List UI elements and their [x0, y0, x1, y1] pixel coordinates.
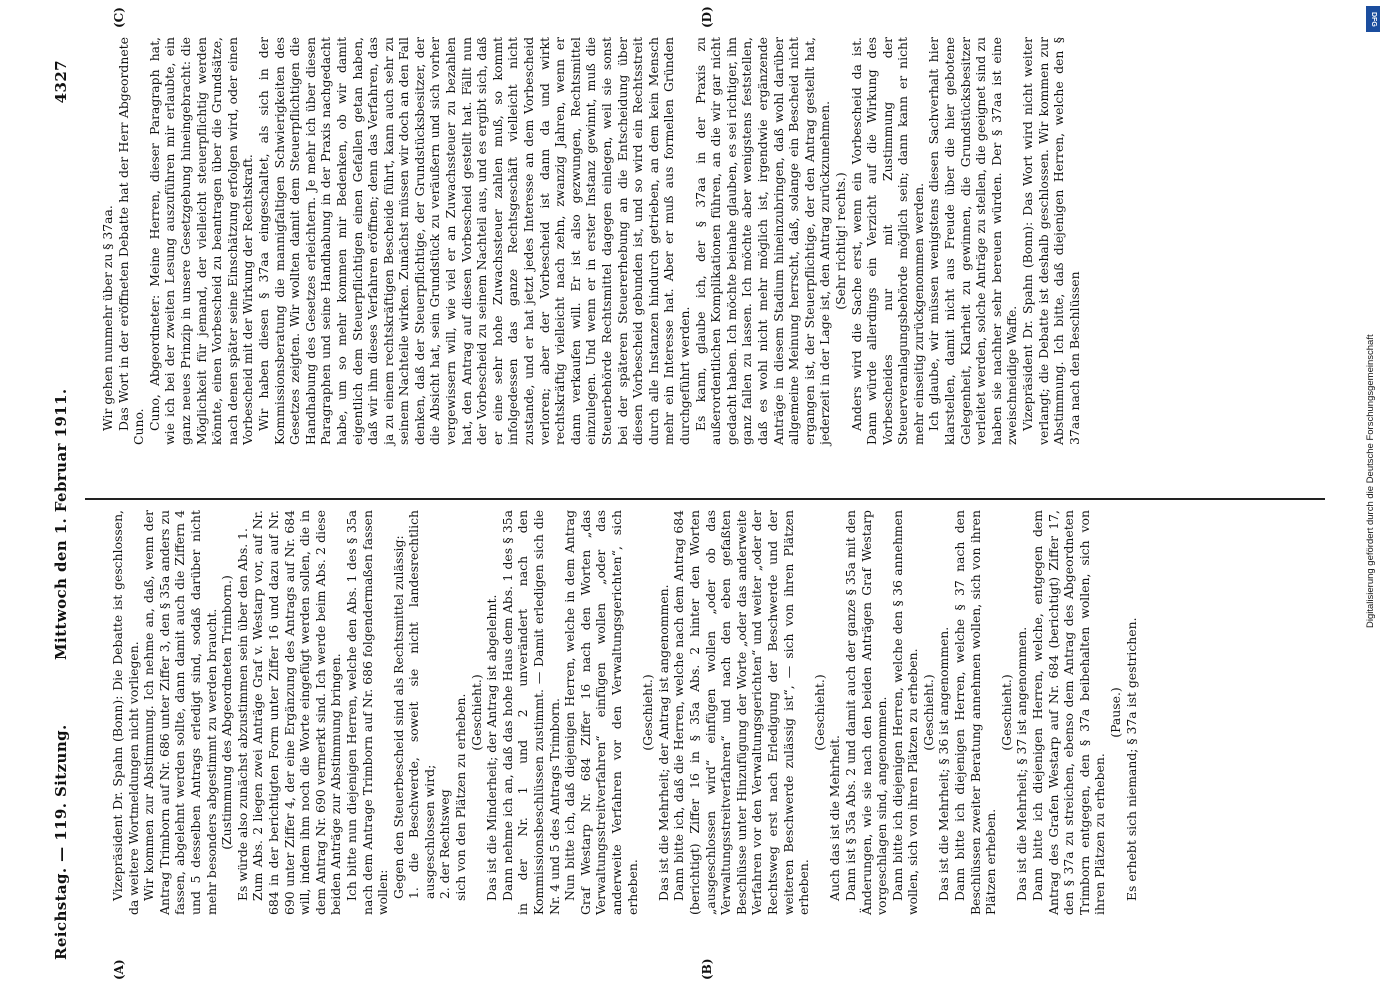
- marker-a: (A): [112, 959, 126, 980]
- paragraph: Das Wort in der eröffneten Debatte hat der Herr Abgeordnete Cuno.: [115, 37, 147, 445]
- paragraph: (Geschieht.): [811, 674, 827, 751]
- paragraph: Dann bitte ich diejenigen Herren, welche § 37 nach den Beschlüssen zweiter Beratung annehmen wollen, sich von ihren Plätzen erheben.: [952, 510, 999, 915]
- paragraph: Auch das ist die Mehrheit.: [827, 735, 843, 901]
- marker-d: (D): [700, 6, 714, 28]
- paragraph: Wir haben diesen § 37aa eingeschaltet, als sich in der Kommissionsberatung die mannigfaltigen Schwierigkeiten des Gesetzes zeigten. Wir wollten damit dem Steuerpflichtigen die Handhabung des Gesetzes erleichtern. Je mehr ich über diesen Paragraphen und seine Handhabung in der Praxis nachgedacht habe, um so mehr kommen mir Bedenken, ob wir damit eigentlich dem Steuerpflichtigen einen Gefallen getan haben, daß wir ihm dieses Verfahren eröffnen; denn das Verfahren, das ja zu einem rechtskräftigen Bescheide führt, kann auch sehr zu seinem Nachteile wirken. Zunächst müssen wir doch an den Fall denken, daß der Steuerpflichtige, der Grundstücksbesitzer, der die Absicht hat, sein Grundstück zu veräußern und sich vorher vergewissern will, wie viel er an Zuwachssteuer zu bezahlen hat, den Antrag auf diesen Vorbescheid gestellt hat. Fällt nun der Vorbescheid zu seinem Nachteil aus, und es ergibt sich, daß er eine sehr hohe Zuwachssteuer zahlen muß, so kommt infolgedessen das ganze Rechtsgeschäft vielleicht nicht zustande, und er hat jetzt jedes Interesse an dem Vorbescheid verloren; aber der Vorbescheid ist dann da und wirkt rechtskräftig vielleicht nach zehn, zwanzig Jahren, wenn er dann verkaufen will. Er ist also gezwungen, Rechtsmittel einzulegen. Und wenn er in erster Instanz gewinnt, muß die Steuerbehörde Rechtsmittel dagegen einlegen, weil sie sonst bei der späteren Steuererhebung an die Entscheidung über diesen Vorbescheid gebunden ist, und so wird ein Rechtsstreit durch alle Instanzen hindurch getrieben, an dem kein Mensch mehr ein Interesse hat. Aber er muß aus formellen Gründen durchgeführt werden.: [255, 37, 692, 445]
- paragraph: Ich bitte nun diejenigen Herren, welche den Abs. 1 des § 35a nach dem Antrage Trimborn auf Nr. 686 folgendermaßen fassen wollen:: [343, 510, 391, 915]
- paragraph: Das ist die Minderheit; der Antrag ist abgelehnt.: [484, 594, 500, 901]
- paragraph: Wir gehen nunmehr über zu § 37aa.: [100, 205, 115, 431]
- paragraph: 2. der Rechtsweg: [437, 789, 453, 899]
- paragraph: Vizepräsident Dr. Spahn (Bonn): Das Wort wird nicht weiter verlangt; die Debatte ist deshalb geschlossen. Wir kommen zur Abstimmung. Ich bitte, daß diejenigen Herren, welche den § 37aa nach den Beschlüssen: [1020, 37, 1082, 445]
- paragraph: Nun bitte ich, daß diejenigen Herren, welche in dem Antrag Graf Westarp Nr. 684 Ziffer 16 nach den Worten „das Verwaltungsstreitverfahren“ einfügen wollen „oder das anderweite Verfahren vor den Verwaltungsgerichten“, sich erheben.: [562, 510, 640, 915]
- header-middle: Mittwoch den 1. Februar 1911.: [52, 388, 70, 660]
- paragraph: Anders wird die Sache erst, wenn ein Vorbescheid da ist. Dann würde allerdings ein Verzicht auf die Wirkung des Vorbescheides nur mit Zustimmung der Steuerveranlagungsbehörde möglich sein; dann kann er nicht mehr einseitig zurückgenommen werden.: [848, 37, 926, 445]
- marker-b: (B): [700, 958, 714, 980]
- paragraph: Gegen den Steuerbescheid sind als Rechtsmittel zulässig:: [390, 535, 406, 899]
- left-column: [110, 510, 1139, 915]
- paragraph: (Zustimmung des Abgeordneten Trimborn.): [219, 575, 235, 850]
- paragraph: Es kann, glaube ich, der § 37aa in der Praxis zu außerordentlichen Komplikationen führen, an die wir gar nicht gedacht haben. Ich möchte beinahe glauben, es sei richtiger, ihn ganz fallen zu lassen. Ich möchte aber wenigstens feststellen, daß es wohl nicht mehr möglich ist, irgendwie ergänzende Anträge in diesem Stadium hineinzubringen, daß wohl darüber allgemeine Meinung herrscht, daß, solange ein Bescheid nicht ergangen ist, der Steuerpflichtige, der den Antrag gestellt hat, jederzeit in der Lage ist, den Antrag zurückzunehmen.: [692, 37, 833, 445]
- paragraph: (Geschieht.): [920, 674, 936, 751]
- page-number: 4327: [52, 60, 70, 104]
- column-divider: [85, 498, 1325, 500]
- marker-c: (C): [112, 7, 126, 28]
- paragraph: Zum Abs. 2 liegen zwei Anträge Graf v. Westarp vor, auf Nr. 684 in der berichtigten Form unter Ziffer 16 und dazu auf Nr. 690 unter Ziffer 4, der eine Ergänzung des Antrags auf Nr. 684 will, indem ihm noch die Worte eingefügt werden sollen, die in dem Antrag Nr. 690 vermerkt sind. Ich werde beim Abs. 2 diese beiden Anträge zur Abstimmung bringen.: [250, 510, 344, 915]
- paragraph: (Sehr richtig! rechts.): [832, 172, 848, 310]
- paragraph: Dann nehme ich an, daß das hohe Haus dem Abs. 1 des § 35a in der Nr. 1 und 2 unverändert nach den Kommissionsbeschlüssen zustimmt. — Damit erledigen sich die Nr. 4 und 5 des Antrags Trimborn.: [499, 510, 562, 915]
- paragraph: Vizepräsident Dr. Spahn (Bonn): Die Debatte ist geschlossen, da weitere Wortmeldungen nicht vorliegen.: [110, 510, 141, 915]
- paragraph: Wir kommen zur Abstimmung. Ich nehme an, daß, wenn der Antrag Trimborn auf Nr. 686 unter Ziffer 3, den § 35a anders zu fassen, abgelehnt werden sollte, dann damit auch die Ziffern 4 und 5 desselben Antrags erledigt sind, sodaß darüber nicht mehr besonders abgestimmt zu werden braucht.: [141, 510, 219, 915]
- credit-text: Digitalisierung gefördert durch die Deutsche Forschungsgemeinschaft: [1365, 334, 1376, 628]
- paragraph: 1. die Beschwerde, soweit sie nicht landesrechtlich ausgeschlossen wird;: [406, 510, 437, 899]
- header-left: Reichstag. — 119. Sitzung.: [52, 724, 70, 960]
- paragraph: Dann bitte ich, daß die Herren, welche nach dem Antrag 684 (berichtigt) Ziffer 16 in § 35a Abs. 2 hinter den Worten „ausgeschlossen wird“ einfügen wollen „oder ob das Verwaltungsstreitverfahren“ und nach den eben gefaßten Beschlüsse unter Hinzufügung der Worte „oder das anderweite Verfahren vor den Verwaltungsgerichten“ und weiter „oder der Rechtsweg erst nach Erledigung der Beschwerde und der weiteren Beschwerde zulässig ist“, — sich von ihren Plätzen erheben.: [671, 510, 812, 915]
- paragraph: Ich glaube, wir müssen wenigstens diesen Sachverhalt hier klarstellen, damit nicht aus Freude über die hier gebotene Gelegenheit, Klarheit zu gewinnen, die Grundstücksbesitzer verleitet werden, solche Anträge zu stellen, die geeignet sind zu haben sie nachher sehr bereuen würden. Der § 37aa ist eine zweischneidige Waffe.: [926, 37, 1020, 445]
- paragraph: Es würde also zunächst abzustimmen sein über den Abs. 1.: [234, 528, 250, 901]
- paragraph: Das ist die Mehrheit; der Antrag ist angenommen.: [655, 584, 671, 901]
- paragraph: (Geschieht.): [468, 674, 484, 751]
- paragraph: (Geschieht.): [998, 674, 1014, 751]
- paragraph: Dann bitte ich diejenigen Herren, welche, entgegen dem Antrag des Grafen Westarp auf Nr. 684 (berichtigt) Ziffer 17, den § 37a zu streichen, ebenso dem Antrag des Abgeordneten Trimborn entgegen, den § 37a beibehalten wollen, sich von ihren Plätzen zu erheben.: [1030, 510, 1108, 915]
- paragraph: (Pause.): [1108, 687, 1123, 738]
- paragraph: (Geschieht.): [640, 674, 656, 751]
- paragraph: Das ist die Mehrheit; § 37 ist angenommen.: [1014, 626, 1030, 901]
- dfg-logo: DFG: [1366, 6, 1380, 32]
- digitization-credit: [1365, 8, 1381, 628]
- running-header: [52, 60, 78, 960]
- paragraph: Dann ist § 35a Abs. 2 und damit auch der ganze § 35a mit den Änderungen, wie sie nach den beiden Anträgen Graf Westarp vorgeschlagen sind, angenommen.: [842, 510, 890, 915]
- paragraph: Das ist die Mehrheit; § 36 ist angenommen.: [936, 626, 952, 901]
- paragraph: sich von den Plätzen zu erheben.: [453, 693, 469, 901]
- paragraph: Dann bitte ich diejenigen Herren, welche den § 36 annehmen wollen, sich von ihren Plätzen zu erheben.: [889, 510, 921, 915]
- right-column: [100, 37, 1082, 445]
- paragraph: Es erhebt sich niemand; § 37a ist gestrichen.: [1123, 617, 1139, 901]
- paragraph: Cuno, Abgeordneter: Meine Herren, dieser Paragraph hat, wie ich bei der zweiten Lesung auszuführen mir erlaubte, ein ganz neues Prinzip in unsere Gesetzgebung hineingebracht: die Möglichkeit für jemand, der vielleicht steuerpflichtig werden könnte, einen Vorbescheid zu beantragen über die Grundsätze, nach denen später seine Einschätzung erfolgen wird, oder einen Vorbescheid mit der Wirkung der Rechtskraft.: [146, 37, 256, 445]
